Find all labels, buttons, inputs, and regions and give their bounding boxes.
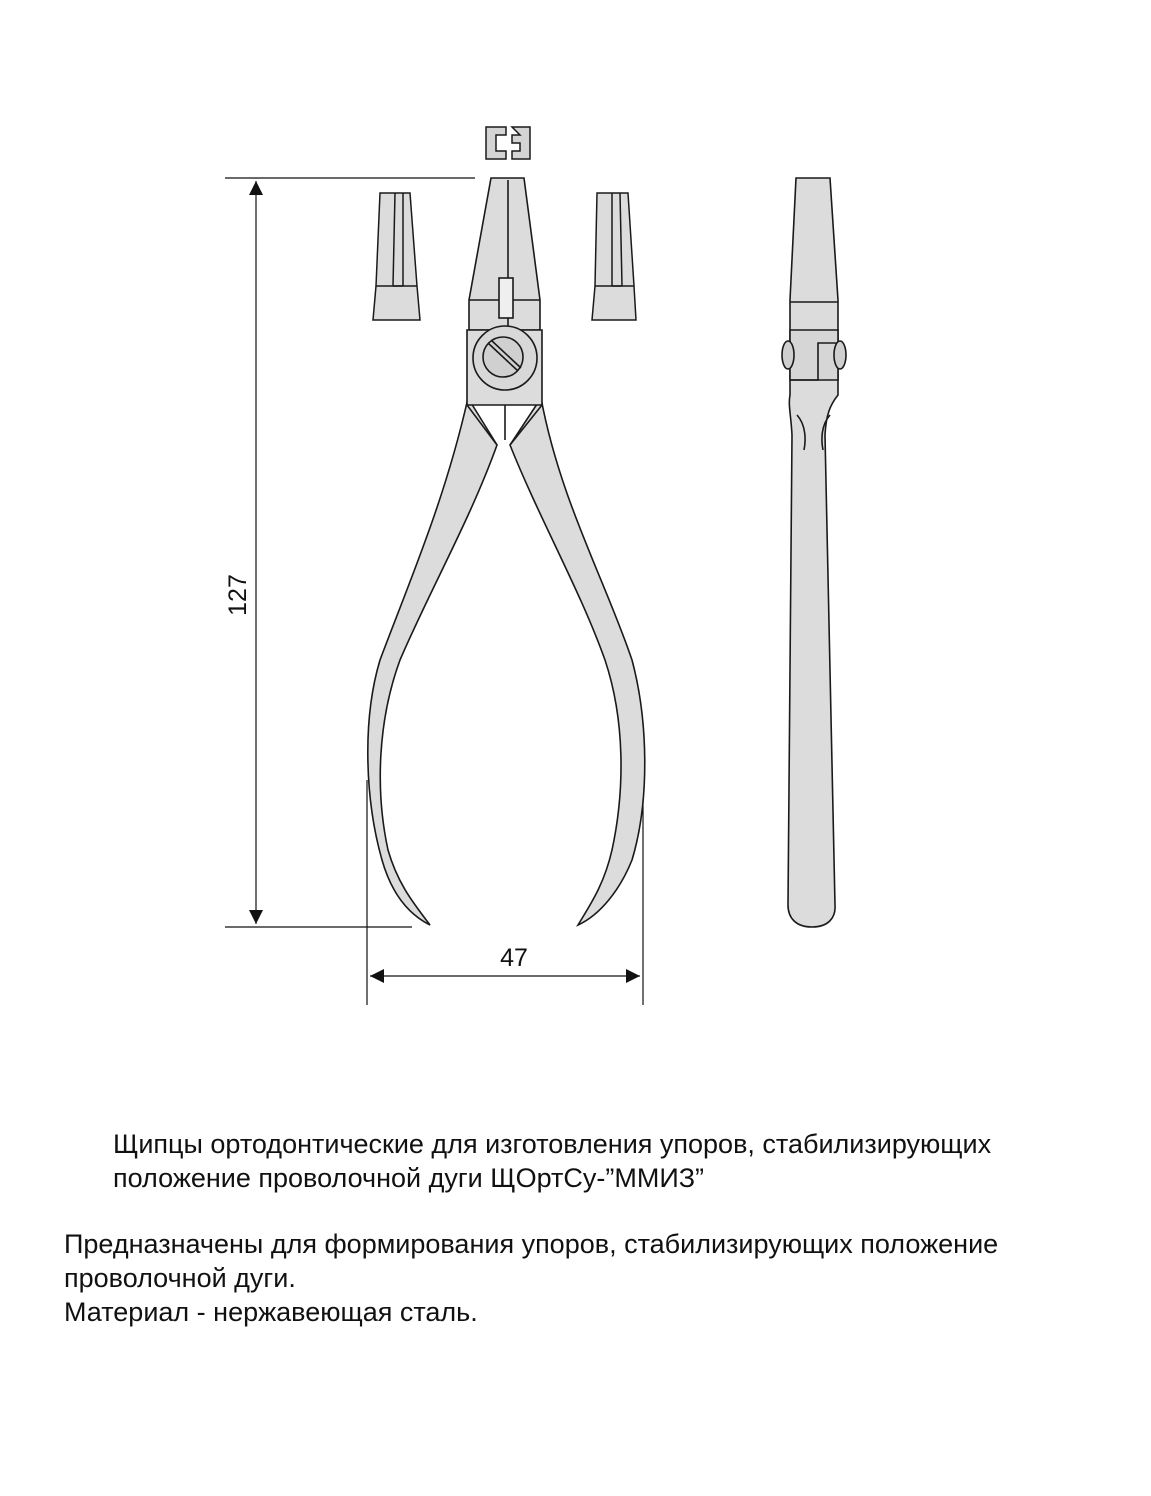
- right-handle: [510, 398, 645, 925]
- tip-insert-right: [592, 193, 636, 320]
- tip-insert-left: [373, 193, 420, 320]
- product-title: [113, 1127, 1113, 1195]
- description-line-2: проволочной дуги.: [64, 1263, 296, 1293]
- product-description: [64, 1227, 1124, 1329]
- description-material: Материал - нержавеющая сталь.: [64, 1297, 478, 1327]
- pliers-side-view: [782, 178, 846, 927]
- jaw-profile-icon: [486, 127, 530, 159]
- description-line-1: Предназначены для формирования упоров, стабилизирующих положение: [64, 1229, 999, 1259]
- left-handle: [368, 398, 497, 925]
- width-label: 47: [500, 944, 528, 972]
- length-label: 127: [224, 574, 252, 616]
- product-title-line-1: Щипцы ортодонтические для изготовления упоров, стабилизирующих: [113, 1129, 992, 1159]
- product-title-line-2: положение проволочной дуги ЩОртСу-”ММИЗ”: [113, 1163, 705, 1193]
